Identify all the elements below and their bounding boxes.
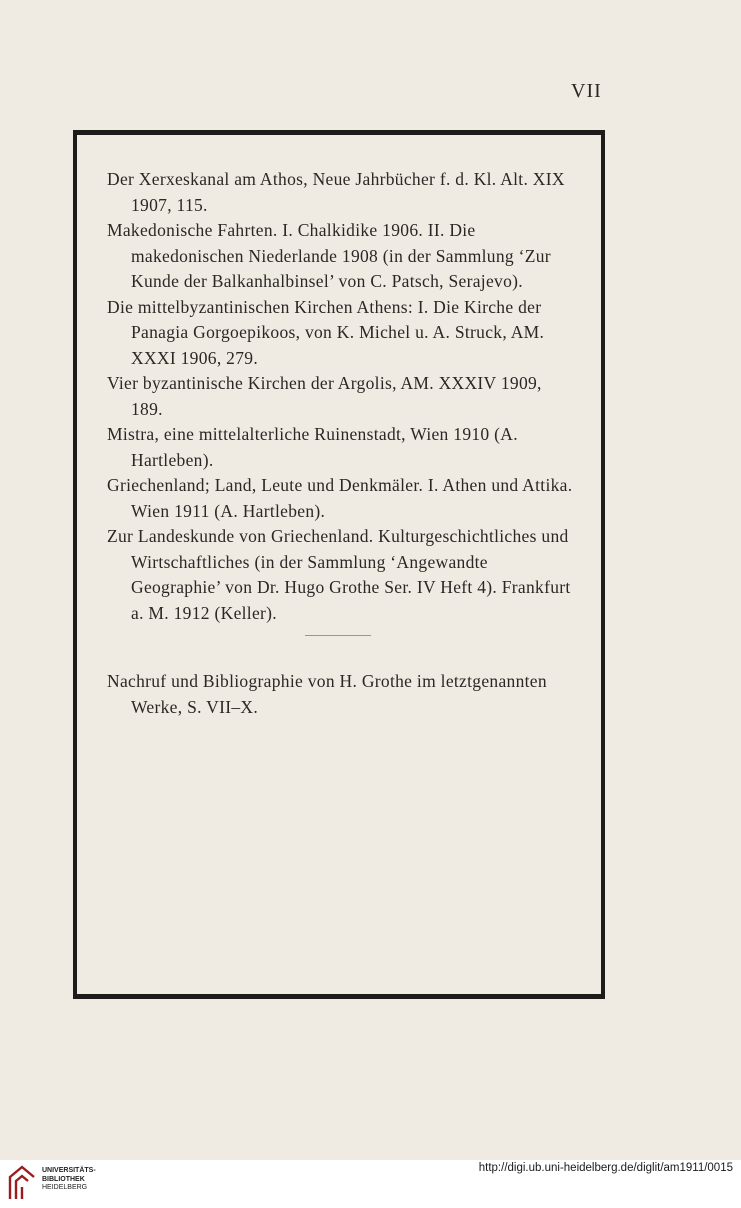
library-name-line: BIBLIOTHEK: [42, 1175, 85, 1183]
bibliography-entry: Die mittelbyzantinischen Kirchen Athens: I. Die Kirche der Panagia Gorgoepikoos, von K. Michel u. A. Struck, AM. XXXI 1906, 279.: [107, 296, 545, 368]
bibliography-entry: Griechenland; Land, Leute und Denkmäler. I. Athen und Attika. Wien 1911 (A. Hartleben).: [107, 475, 573, 521]
bibliography-entry: Der Xerxeskanal am Athos, Neue Jahrbücher f. d. Kl. Alt. XIX 1907, 115.: [107, 169, 565, 215]
bibliography-entry: Mistra, eine mittelalterliche Ruinenstadt, Wien 1910 (A. Hartleben).: [107, 424, 518, 470]
library-logo-icon: [6, 1163, 38, 1203]
section-divider: [305, 635, 371, 636]
library-name-line: UNIVERSITÄTS-: [42, 1167, 96, 1174]
page-number: VII: [571, 80, 602, 102]
bibliography-list: [107, 167, 573, 626]
bibliography-entry: Makedonische Fahrten. I. Chalkidike 1906. II. Die makedonischen Niederlande 1908 (in der Sammlung ‘Zur Kunde der Balkanhalbinsel’ von C. Patsch, Serajevo).: [107, 220, 551, 291]
library-name-line: HEIDELBERG: [42, 1184, 88, 1191]
bibliography-entry: Zur Landeskunde von Griechenland. Kulturgeschichtliches und Wirtschaftliches (in der Sammlung ‘Angewandte Geographie’ von Dr. Hugo Grothe Ser. IV Heft 4). Frankfurt a. M. 1912 (Keller).: [107, 526, 571, 623]
closing-note: Nachruf und Bibliographie von H. Grothe im letztgenannten Werke, S. VII–X.: [107, 671, 547, 717]
source-url-link[interactable]: http://digi.ub.uni-heidelberg.de/diglit/am1911/0015: [478, 1162, 733, 1174]
library-name: [42, 1167, 96, 1193]
bibliography-entry: Vier byzantinische Kirchen der Argolis, AM. XXXIV 1909, 189.: [107, 373, 542, 419]
